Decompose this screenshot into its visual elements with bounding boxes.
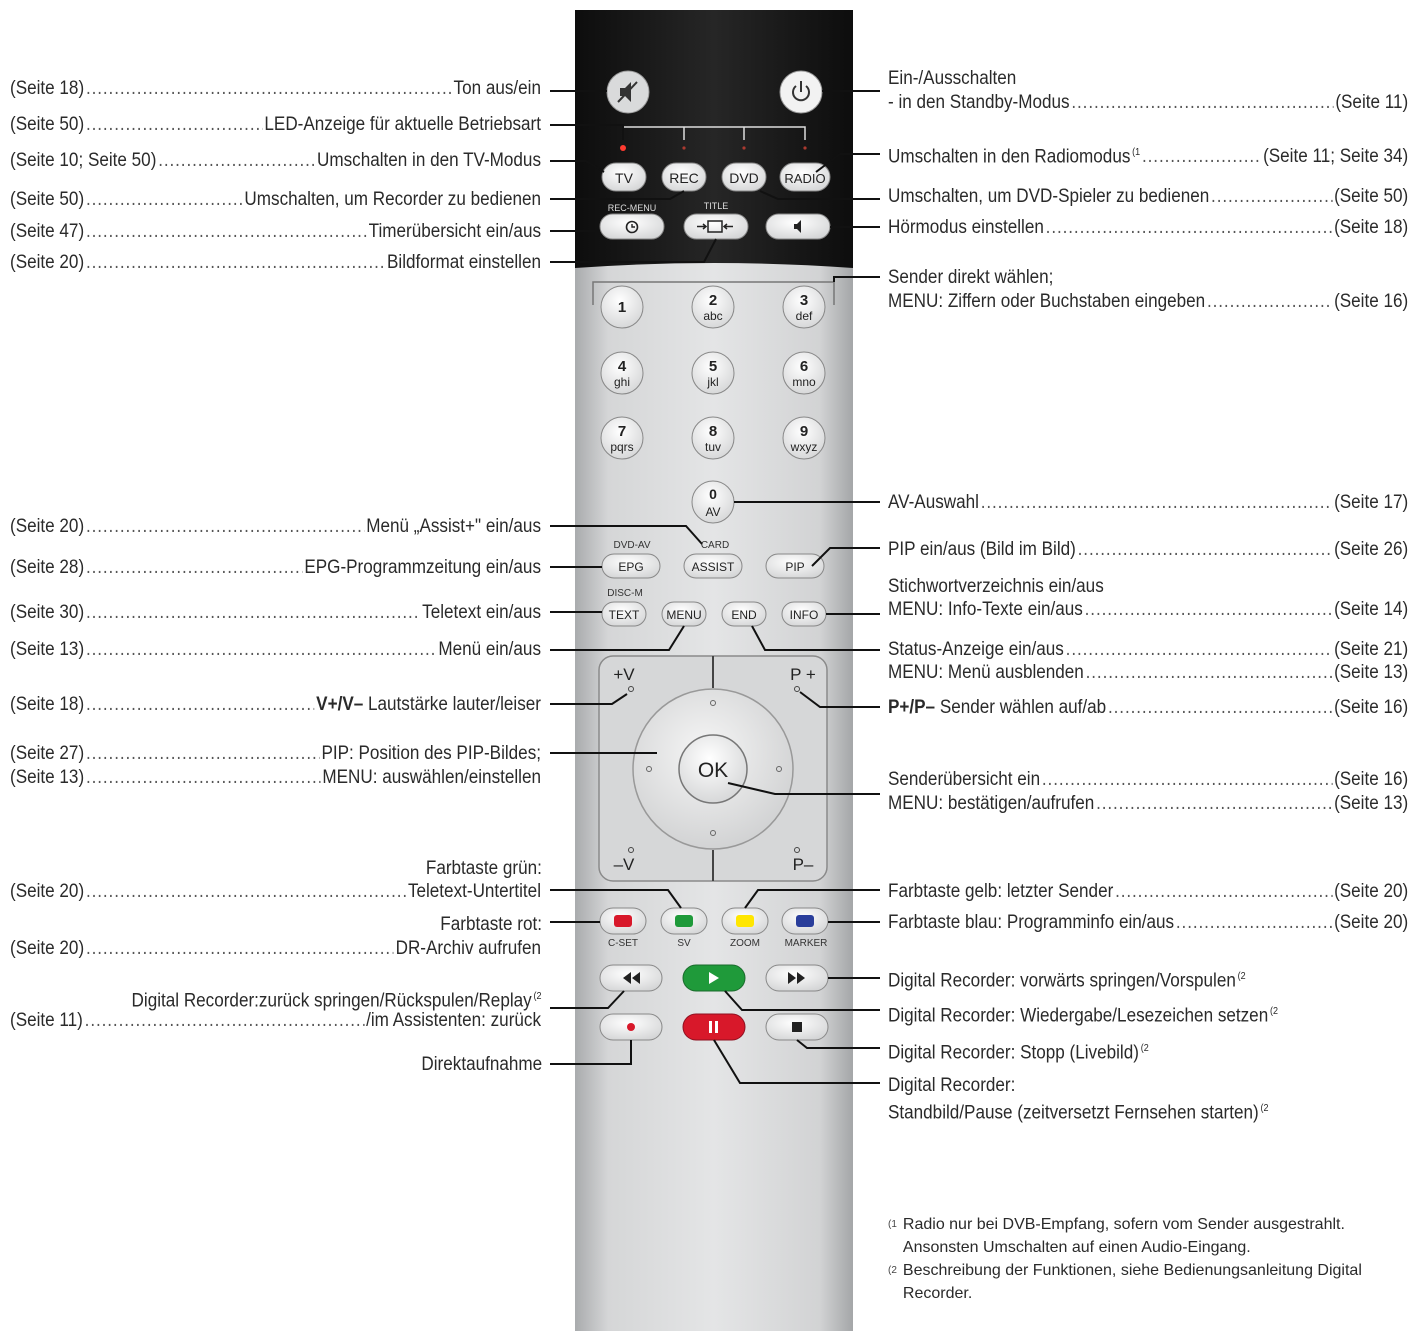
label-standby: - in den Standby-Modus ..... (Seite 11) [888, 92, 1408, 114]
label-status: Status-Anzeige ein/aus ..... (Seite 21) [888, 639, 1408, 661]
label-epg: (Seite 28) ..... EPG-Programmzeitung ein/aus [10, 557, 541, 579]
rec-menu-caption: REC-MENU [607, 203, 657, 213]
title-caption: TITLE [703, 201, 729, 211]
assist-button-label: ASSIST [691, 560, 735, 574]
label-timer: (Seite 47) ..... Timerübersicht ein/aus [10, 221, 541, 243]
footnotes [888, 1213, 1408, 1305]
label-assistant-back: (Seite 11) ..... /im Assistenten: zurück [10, 1010, 541, 1032]
label-red-title: Farbtaste rot: [440, 914, 542, 935]
label-mute: (Seite 18) ..... Ton aus/ein [10, 78, 541, 100]
label-tv-mode: (Seite 10; Seite 50) ..... Umschalten in den TV-Modus [10, 150, 541, 172]
digit-2-letters: abc [703, 309, 723, 323]
label-sound-mode: Hörmodus einstellen ..... (Seite 18) [888, 217, 1408, 239]
label-teletext: (Seite 30) ..... Teletext ein/aus [10, 602, 541, 624]
label-info-texts: MENU: Info-Texte ein/aus ..... (Seite 14) [888, 599, 1408, 621]
digit-1-number: 1 [617, 299, 627, 316]
label-blue: Farbtaste blau: Programminfo ein/aus ..... (Seite 20) [888, 912, 1408, 934]
label-pip-position: (Seite 27) ..... PIP: Position des PIP-Bildes; [10, 743, 541, 765]
digit-5-number: 5 [708, 358, 718, 375]
digit-6-number: 6 [799, 358, 809, 375]
footnote-1: (1 Radio nur bei DVB-Empfang, sofern vom Sender ausgestrahlt. Ansonsten Umschalten auf einen Audio-Eingang. [888, 1216, 1345, 1256]
footnote-2: (2 Beschreibung der Funktionen, siehe Bedienungsanleitung Digital Recorder. [888, 1262, 1362, 1302]
label-pip: PIP ein/aus (Bild im Bild) ..... (Seite 26) [888, 539, 1408, 561]
digit-0-letters: AV [705, 505, 721, 519]
label-power-title: Ein-/Ausschalten [888, 68, 1017, 89]
program-down-label[interactable]: P– [792, 855, 814, 874]
digit-9-letters: wxyz [790, 440, 818, 454]
label-menu-select: (Seite 13) ..... MENU: auswählen/einstellen [10, 767, 541, 789]
sv-caption: SV [677, 938, 691, 949]
digit-3-letters: def [795, 309, 813, 323]
label-dr-stop: Digital Recorder: Stopp (Livebild) $^{(2}$ [888, 1042, 1149, 1064]
volume-down-label[interactable]: –V [613, 855, 635, 874]
dvd-av-caption: DVD-AV [613, 540, 651, 551]
label-channel-list: Senderübersicht ein ..... (Seite 16) [888, 769, 1408, 791]
disc-m-caption: DISC-M [607, 588, 643, 599]
digit-7-number: 7 [617, 423, 627, 440]
label-picture-format: (Seite 20) ..... Bildformat einstellen [10, 252, 541, 274]
label-av-select: AV-Auswahl ..... (Seite 17) [888, 492, 1408, 514]
digit-4-letters: ghi [613, 375, 631, 389]
label-dvd-player: Umschalten, um DVD-Spieler zu bedienen ..... (Seite 50) [888, 186, 1408, 208]
digit-9-number: 9 [799, 423, 809, 440]
label-radio-mode: Umschalten in den Radiomodus $^{(1}$ ..... (Seite 11; Seite 34) [888, 142, 1408, 168]
digit-8-letters: tuv [704, 440, 722, 454]
digit-6-letters: mno [792, 375, 816, 389]
radio-button-label: RADIO [784, 171, 826, 186]
marker-caption: MARKER [784, 938, 828, 949]
digit-0-number: 0 [709, 486, 717, 502]
label-led: (Seite 50) ..... LED-Anzeige für aktuelle Betriebsart [10, 114, 541, 136]
label-dr-title: Digital Recorder: [888, 1075, 1016, 1096]
digit-4-number: 4 [617, 358, 627, 375]
digit-8-number: 8 [708, 423, 718, 440]
label-subtitle: (Seite 20) ..... Teletext-Untertitel [10, 881, 541, 903]
label-dr-pause: Standbild/Pause (zeitversetzt Fernsehen starten) $^{(2}$ [888, 1102, 1269, 1124]
label-yellow: Farbtaste gelb: letzter Sender ..... (Seite 20) [888, 881, 1408, 903]
label-direct-channel: Sender direkt wählen; [888, 267, 1054, 288]
info-button-label: INFO [789, 608, 819, 622]
label-dr-play: Digital Recorder: Wiedergabe/Lesezeichen setzen $^{(2}$ [888, 1005, 1279, 1027]
label-index-title: Stichwortverzeichnis ein/aus [888, 576, 1104, 597]
cset-caption: C-SET [608, 938, 638, 949]
text-button-label: TEXT [608, 608, 640, 622]
label-menu: (Seite 13) ..... Menü ein/aus [10, 639, 541, 661]
digit-3-number: 3 [799, 292, 809, 309]
label-recorder: (Seite 50) ..... Umschalten, um Recorder zu bedienen [10, 189, 541, 211]
rec-button-label: REC [669, 170, 699, 186]
ok-button-label: OK [697, 759, 729, 782]
label-rewind-title: Digital Recorder:zurück springen/Rückspulen/Replay $^{(2}$ [132, 990, 542, 1012]
digit-5-letters: jkl [707, 375, 719, 389]
dvd-button-label: DVD [729, 170, 759, 186]
label-green-title: Farbtaste grün: [426, 858, 542, 879]
label-dr-forward: Digital Recorder: vorwärts springen/Vorspulen $^{(2}$ [888, 970, 1246, 992]
digit-2-number: 2 [708, 292, 718, 309]
label-direct-record: Direktaufnahme [421, 1054, 542, 1075]
label-assist: (Seite 20) ..... Menü „Assist+" ein/aus [10, 516, 541, 538]
tv-button-label: TV [615, 170, 633, 186]
zoom-caption: ZOOM [730, 938, 760, 949]
menu-button-label: MENU [666, 608, 702, 622]
card-caption: CARD [700, 540, 730, 551]
program-up-label[interactable]: P + [790, 665, 816, 684]
label-dr-archive: (Seite 20) ..... DR-Archiv aufrufen [10, 938, 541, 960]
label-volume: (Seite 18) ..... V+/V– Lautstärke lauter/leiser [10, 694, 541, 716]
pip-button-label: PIP [785, 560, 805, 574]
label-confirm: MENU: bestätigen/aufrufen ..... (Seite 13) [888, 793, 1408, 815]
end-button-label: END [731, 608, 757, 622]
epg-button-label: EPG [618, 560, 644, 574]
digit-7-letters: pqrs [610, 440, 634, 454]
label-program: P+/P– Sender wählen auf/ab ..... (Seite 16) [888, 697, 1408, 719]
label-menu-hide: MENU: Menü ausblenden ..... (Seite 13) [888, 662, 1408, 684]
label-digits-input: MENU: Ziffern oder Buchstaben eingeben ..... (Seite 16) [888, 291, 1408, 313]
volume-up-label[interactable]: +V [613, 665, 635, 684]
